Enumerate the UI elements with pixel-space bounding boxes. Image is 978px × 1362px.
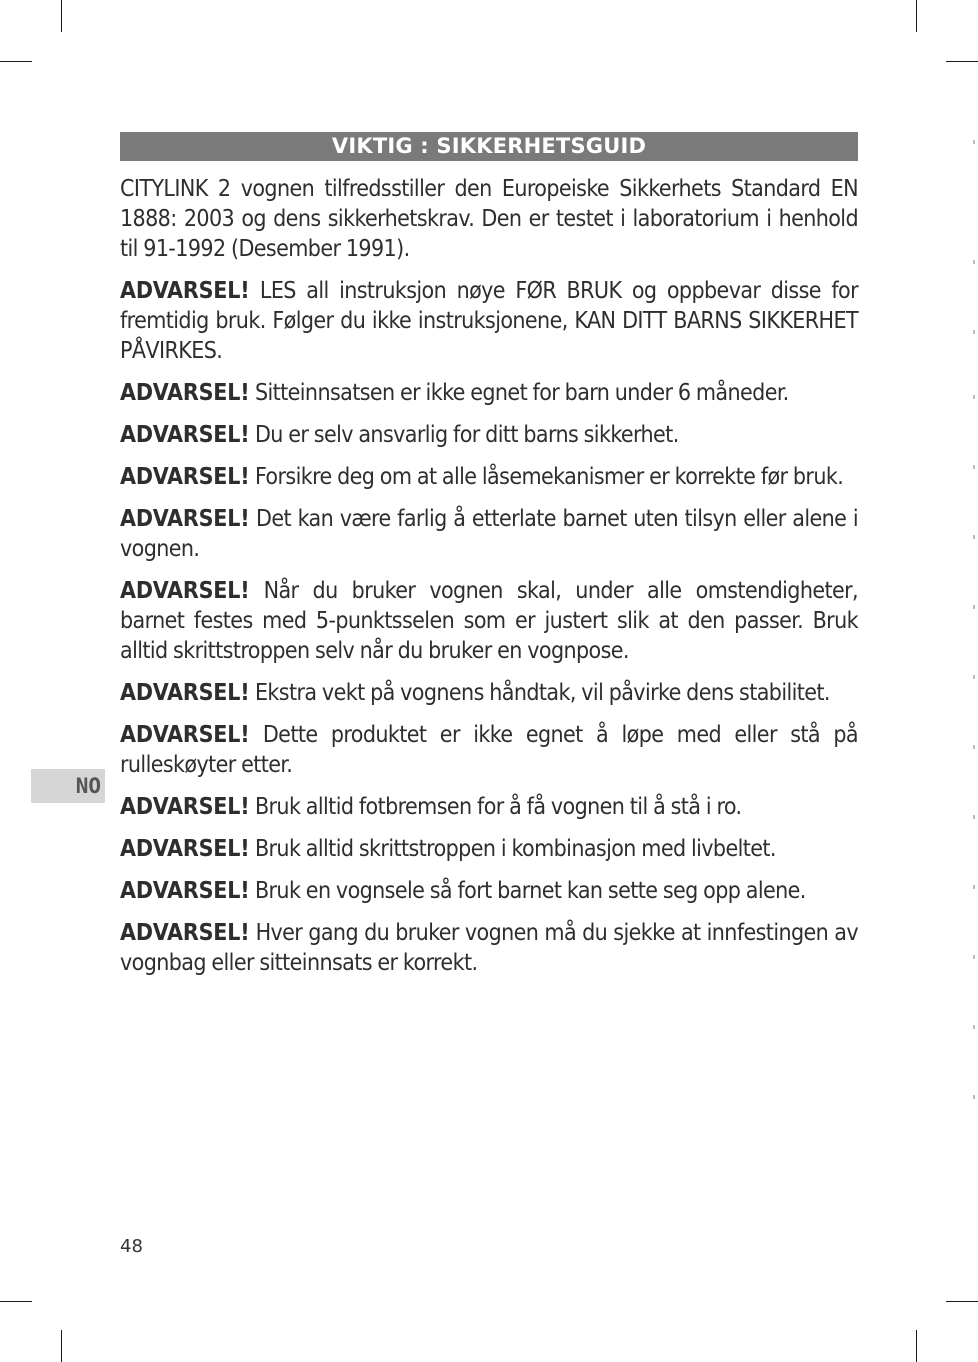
warning-text: Forsikre deg om at alle låsemekanismer er korrekte før bruk. [249, 464, 844, 490]
warning-paragraph [120, 462, 858, 492]
warning-text: Ekstra vekt på vognens håndtak, vil påvirke dens stabilitet. [249, 680, 830, 706]
warning-text: Sitteinnsatsen er ikke egnet for barn under 6 måneder. [249, 380, 789, 406]
warning-text: Når du bruker vognen skal, under alle omstendigheter, barnet festes med 5-punktsselen som er justert slik at den passer. Bruk alltid skrittstroppen selv når du bruker en vognpose. [120, 578, 858, 664]
warning-label: ADVARSEL! [120, 464, 250, 490]
warning-text: LES all instruksjon nøye FØR BRUK og oppbevar disse for fremtidig bruk. Følger du ikke instruksjonene, KAN DITT BARNS SIKKERHET PÅVIRKES. [120, 278, 858, 364]
warning-text: Bruk alltid fotbremsen for å få vognen til å stå i ro. [249, 794, 742, 820]
warning-text: Bruk alltid skrittstroppen i kombinasjon med livbeltet. [249, 836, 776, 862]
warning-paragraph [120, 504, 858, 564]
warning-paragraph [120, 792, 858, 822]
warning-label: ADVARSEL! [120, 380, 250, 406]
crop-mark-bottom-right [916, 1330, 917, 1362]
warning-text: Dette produktet er ikke egnet å løpe med eller stå på rulleskøyter etter. [120, 722, 858, 778]
warning-text: Du er selv ansvarlig for ditt barns sikkerhet. [249, 422, 679, 448]
warning-paragraph [120, 876, 858, 906]
warning-paragraph [120, 918, 858, 978]
warning-label: ADVARSEL! [120, 278, 250, 304]
language-tab: NO [31, 769, 105, 803]
warning-text: Hver gang du bruker vognen må du sjekke at innfestingen av vognbag eller sitteinnsats er korrekt. [120, 920, 858, 976]
crop-mark-top-right [946, 61, 978, 62]
warning-label: ADVARSEL! [120, 422, 250, 448]
warning-label: ADVARSEL! [120, 578, 250, 604]
crop-mark-bottom-left [0, 1301, 32, 1302]
warnings-list [120, 276, 858, 978]
warning-paragraph [120, 576, 858, 666]
warning-label: ADVARSEL! [120, 920, 250, 946]
warning-label: ADVARSEL! [120, 506, 250, 532]
crop-mark-bottom-right [946, 1301, 978, 1302]
warning-paragraph [120, 420, 858, 450]
warning-paragraph [120, 378, 858, 408]
warning-label: ADVARSEL! [120, 680, 250, 706]
crop-mark-top-left [0, 61, 32, 62]
warning-label: ADVARSEL! [120, 794, 250, 820]
warning-paragraph [120, 276, 858, 366]
warning-label: ADVARSEL! [120, 836, 250, 862]
intro-paragraph: CITYLINK 2 vognen tilfredsstiller den Europeiske Sikkerhets Standard EN 1888: 2003 og dens sikkerhetskrav. Den er testet i laboratorium i henhold til 91-1992 (Desember 1991). [120, 176, 858, 262]
safety-text [120, 174, 858, 990]
crop-mark-top-left [61, 0, 62, 32]
warning-label: ADVARSEL! [120, 722, 250, 748]
section-header: VIKTIG : SIKKERHETSGUID [120, 132, 858, 161]
crop-mark-top-right [916, 0, 917, 32]
warning-paragraph [120, 834, 858, 864]
warning-text: Bruk en vognsele så fort barnet kan sette seg opp alene. [249, 878, 806, 904]
page-number: 48 [120, 1236, 143, 1257]
crop-mark-bottom-left [61, 1330, 62, 1362]
warning-label: ADVARSEL! [120, 878, 250, 904]
warning-paragraph [120, 678, 858, 708]
warning-paragraph [120, 720, 858, 780]
warning-text: Det kan være farlig å etterlate barnet uten tilsyn eller alene i vognen. [120, 506, 858, 562]
